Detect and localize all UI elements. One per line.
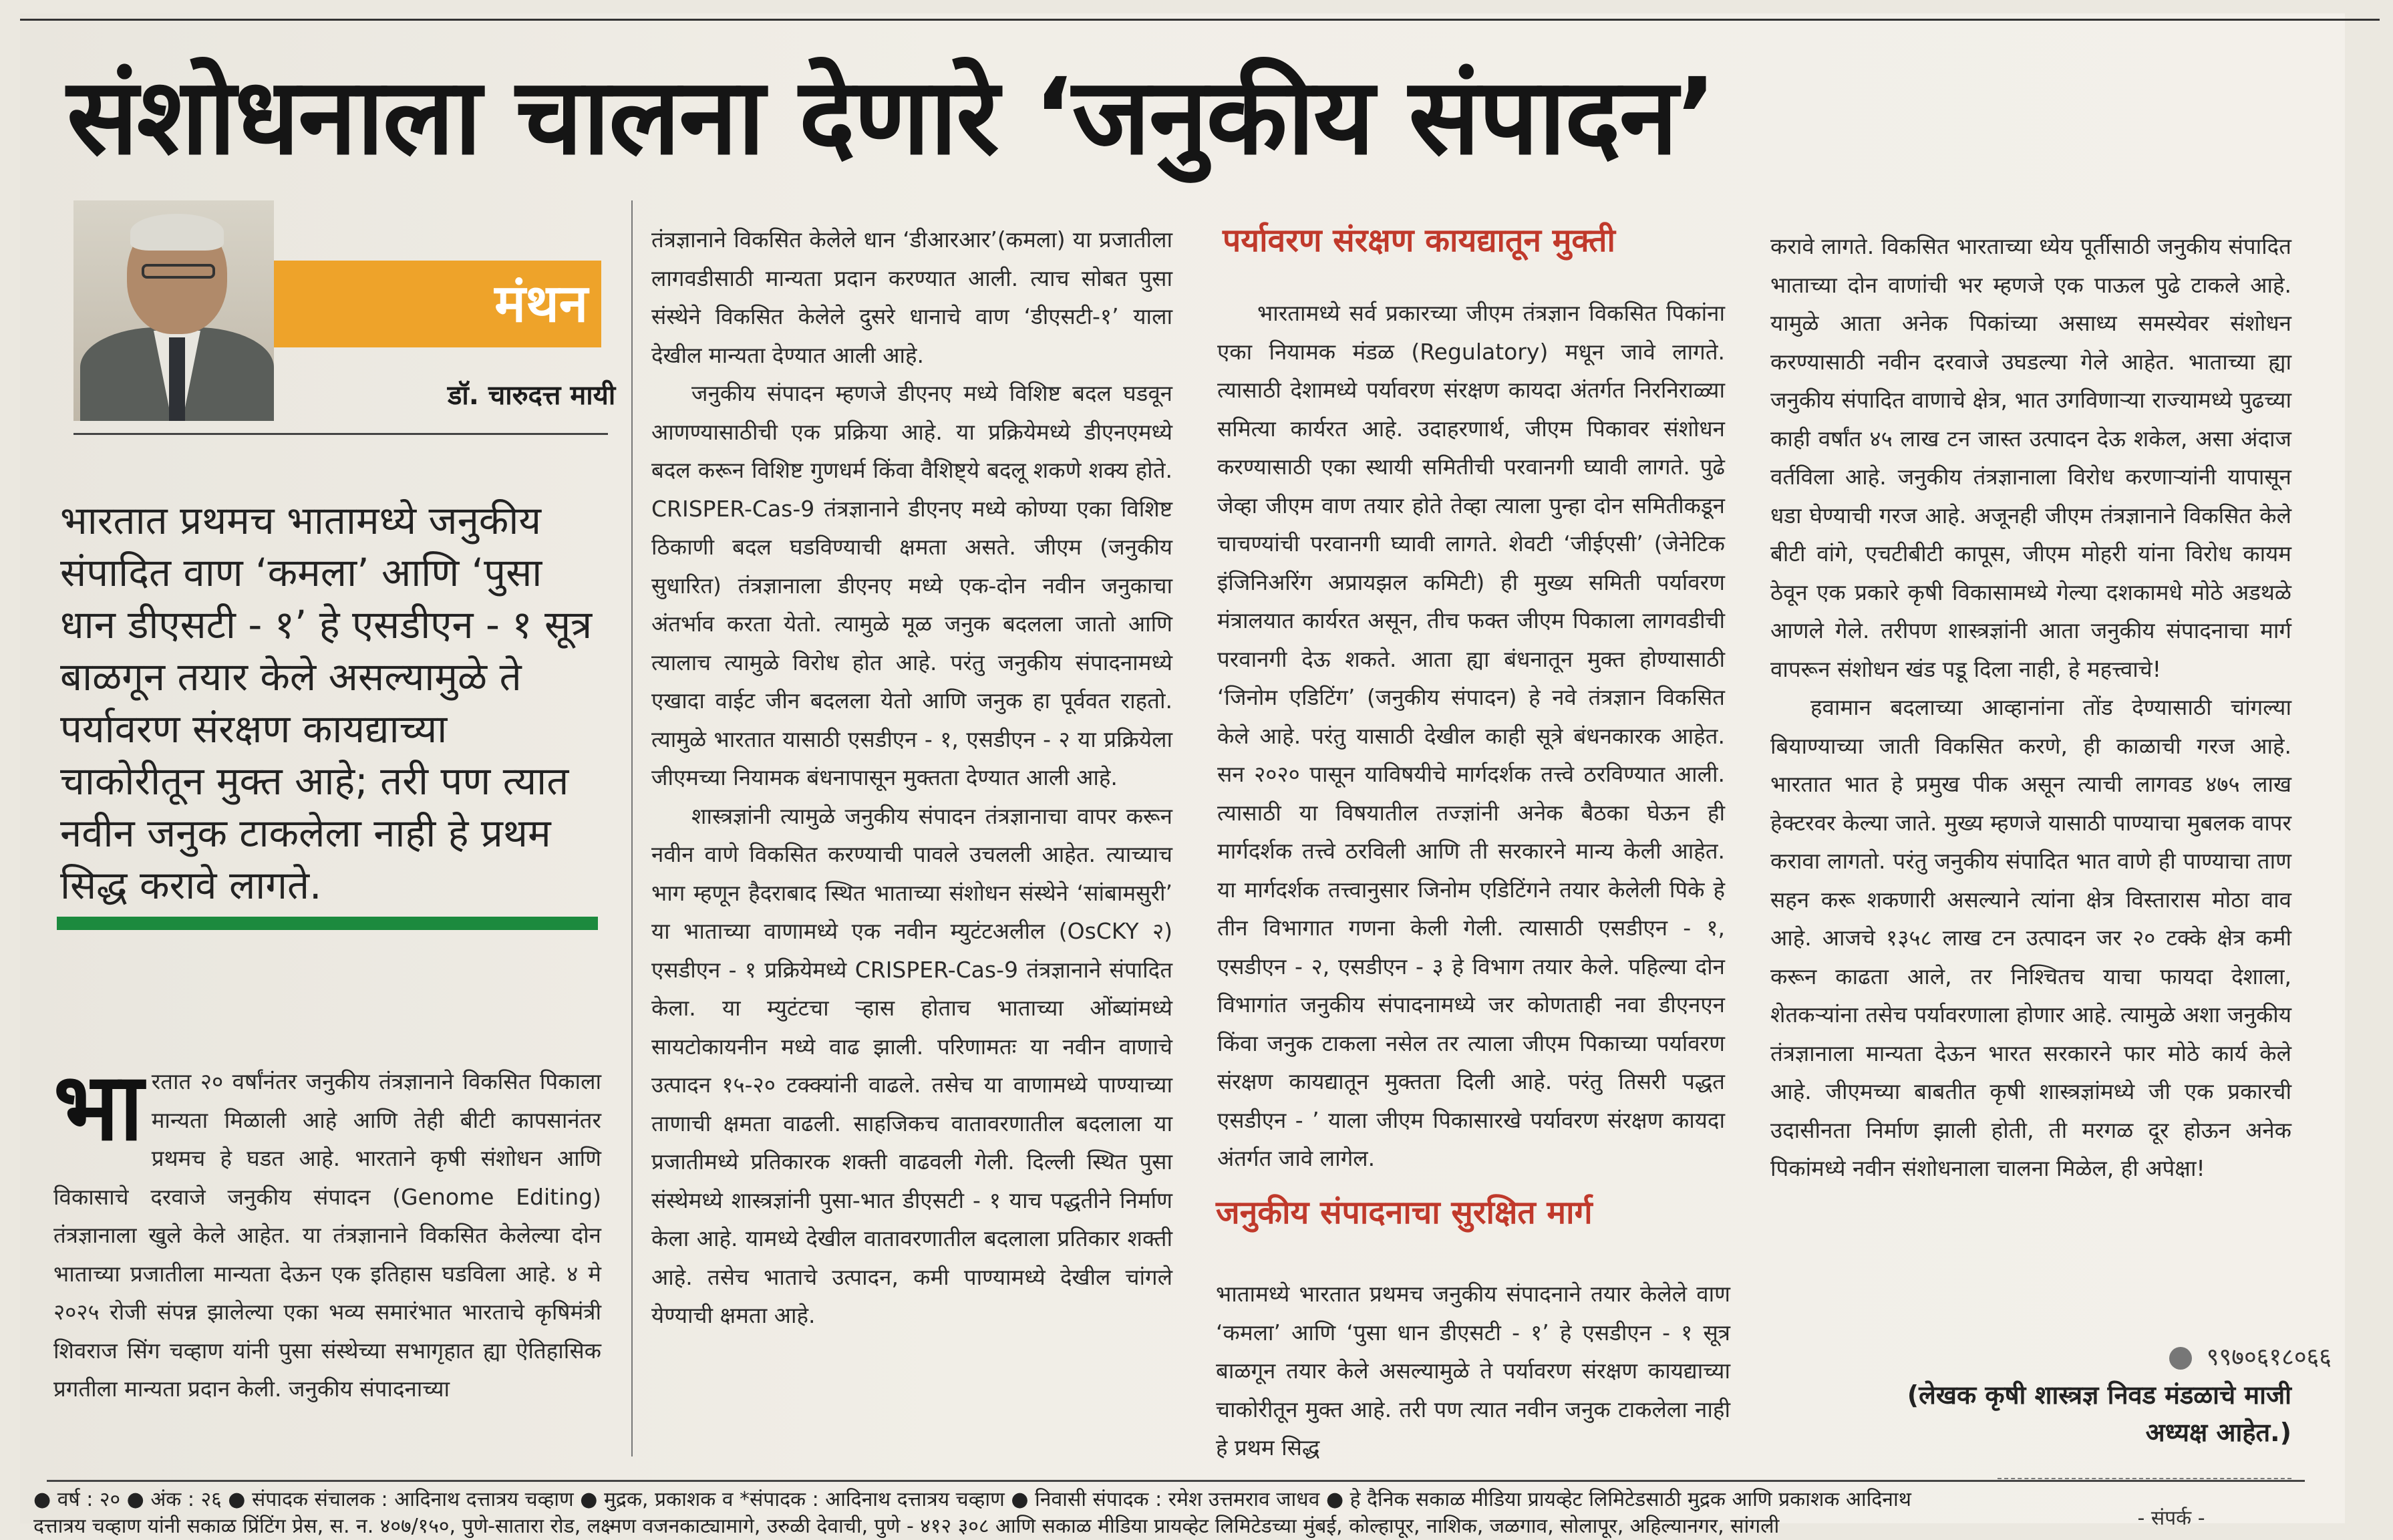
contact-label: - संपर्क - — [2137, 1507, 2205, 1530]
column-divider — [631, 200, 633, 1456]
pull-quote: भारतात प्रथमच भातामध्ये जनुकीय संपादित वाण ‘कमला’ आणि ‘पुसा धान डीएसटी - १’ हे एसडीएन - १ सूत्र बाळगून तयार केले असल्यामुळे ते पर्यावरण संरक्षण कायद्याच्या चाकोरीतून मुक्त आहे; तरी पण त्यात नवीन जनुक टाकलेला नाही हे प्रथम सिद्ध करावे लागते. — [60, 498, 593, 908]
column-2-body — [651, 220, 1172, 1335]
footer-line: ● वर्ष : २० ● अंक : २६ ● संपादक संचालक : आदिनाथ दत्तात्रय चव्हाण ● मुद्रक, प्रकाशक व *संपादक : आदिनाथ दत्तात्रय चव्हाण ● निवासी संपादक : रमेश उत्तमराव जाधव ● हे दैनिक सकाळ मीडिया प्रायव्हेट लिमिटेडसाठी मुद्रक आणि प्रकाशक आदिनाथ — [33, 1488, 1911, 1511]
paragraph: शास्त्रज्ञांनी त्यामुळे जनुकीय संपादन तंत्रज्ञानाचा वापर करून नवीन वाणे विकसित करण्याची पावले उचलली आहेत. त्याच्याच भाग म्हणून हैदराबाद स्थित भाताच्या संशोधन संस्थेने ‘सांबामसुरी’ या भाताच्या वाणामध्ये एक नवीन म्युटंटअलील (OsCKY २) एसडीएन - १ प्रक्रियेमध्ये CRISPER-Cas-9 तंत्रज्ञानाने संपादित केला. या म्युटंटचा ऱ्हास होताच भाताच्या ओंब्यांमध्ये सायटोकायनीन मध्ये वाढ झाली. परिणामतः या नवीन वाणाचे उत्पादन १५-२० टक्क्यांनी वाढले. तसेच या वाणामध्ये पाण्याच्या ताणाची क्षमता वाढली. साहजिकच वातावरणातील बदलाला या प्रजातीमध्ये प्रतिकारक शक्ती वाढवली गेली. दिल्ली स्थित पुसा संस्थेमध्ये शास्त्रज्ञांनी पुसा-भात डीएसटी - १ याच पद्धतीने निर्माण केला आहे. यामध्ये देखील वातावरणातील बदलाला प्रतिकार शक्ती आहे. तसेच भाताचे उत्पादन, कमी पाण्यामध्ये देखील चांगले येण्याची क्षमता आहे. — [651, 802, 1172, 1328]
author-rule — [73, 433, 608, 435]
paragraph: तंत्रज्ञानाने विकसित केलेले धान ‘डीआरआर’(कमला) या प्रजातीला लागवडीसाठी मान्यता प्रदान करण्यात आली. त्याच सोबत पुसा संस्थेने विकसित केलेले दुसरे धानाचे वाण ‘डीएसटी-१’ याला देखील मान्यता देण्यात आली आहे. — [651, 226, 1172, 368]
paragraph: भातामध्ये भारतात प्रथमच जनुकीय संपादनाने तयार केलेले वाण ‘कमला’ आणि ‘पुसा धान डीएसटी - १’ हे एसडीएन - १ सूत्र बाळगून तयार केले असल्यामुळे ते पर्यावरण संरक्षण कायद्याच्या चाकोरीतून मुक्त आहे. तरी पण त्यात नवीन जनुक टाकलेला नाही हे प्रथम सिद्ध — [1216, 1281, 1730, 1460]
subheading-environment: पर्यावरण संरक्षण कायद्यातून मुक्ती — [1223, 222, 1615, 259]
column-3-body-continued — [1216, 1253, 1730, 1489]
author-block — [73, 200, 616, 428]
paragraph: जनुकीय संपादन म्हणजे डीएनए मध्ये विशिष्ट बदल घडवून आणण्यासाठीची एक प्रक्रिया आहे. या प्रक्रियेमध्ये डीएनएमध्ये बदल करून विशिष्ट गुणधर्म किंवा वैशिष्ट्ये बदलू शकणे शक्य होते. CRISPER-Cas-9 तंत्रज्ञानाने डीएनए मध्ये कोण्या एका विशिष्ट ठिकाणी बदल घडविण्याची क्षमता असते. जीएम (जनुकीय सुधारित) तंत्रज्ञानाला डीएनए मध्ये एक-दोन नवीन जनुकाचा अंतर्भाव करता येतो. त्यामुळे मूळ जनुक बदलला जातो आणि त्यालाच त्यामुळे विरोध होत आहे. परंतु जनुकीय संपादनामध्ये एखादा वाईट जीन बदलला येतो आणि जनुक हा पूर्ववत राहतो. त्यामुळे भारतात यासाठी एसडीएन - १, एसडीएन - २ या प्रक्रियेला जीएमच्या नियामक बंधनापासून मुक्तता देण्यात आली आहे. — [651, 380, 1172, 790]
green-divider — [57, 917, 598, 930]
paragraph: करावे लागते. विकसित भारताच्या ध्येय पूर्तीसाठी जनुकीय संपादित भाताच्या दोन वाणांची भर म्हणजे एक पाऊल पुढे टाकले आहे. यामुळे आता अनेक पिकांच्या असाध्य समस्येवर संशोधन करण्यासाठी नवीन दरवाजे उघडल्या गेले आहेत. भाताच्या ह्या जनुकीय संपादित वाणाचे क्षेत्र, भात उगविणाऱ्या राज्यामध्ये पुढच्या काही वर्षांत ४५ लाख टन जास्त उत्पादन देऊ शकेल, असा अंदाज वर्तविला आहे. जनुकीय तंत्रज्ञानाला विरोध करणाऱ्यांनी यापासून धडा घेण्याची गरज आहे. अजूनही जीएम तंत्रज्ञानाने विकसित केले बीटी वांगे, एचटीबीटी कापूस, जीएम मोहरी यांना विरोध कायम ठेवून एक प्रकारे कृषी विकासामध्ये गेल्या दशकामधे मोठे अडथळे आणले गेले. तरीपण शास्त्रज्ञांनी आता जनुकीय संपादनाचा मार्ग वापरून संशोधन खंड पडू दिला नाही, हे महत्त्वाचे! — [1770, 233, 2291, 682]
column-4-body — [1770, 227, 2291, 1188]
drop-cap: भा — [53, 1053, 144, 1162]
column-1-body — [53, 1053, 601, 1408]
subheading-safe-path: जनुकीय संपादनाचा सुरक्षित मार्ग — [1216, 1194, 1593, 1231]
author-name: डॉ. चारुदत्त मायी — [448, 380, 616, 411]
paragraph: हवामान बदलाच्या आव्हानांना तोंड देण्यासाठी चांगल्या बियाण्याच्या जाती विकसित करणे, ही काळाची गरज आहे. भारतात भात हे प्रमुख पीक असून त्याची लागवड ४७५ लाख हेक्टरवर केल्या जाते. मुख्य म्हणजे यासाठी पाण्याचा मुबलक वापर करावा लागतो. परंतु जनुकीय संपादित भात वाणे ही पाण्याचा ताण सहन करू शकणारी असल्याने त्यांना क्षेत्र विस्तारास मोठा वाव आहे. आजचे १३५८ लाख टन उत्पादन जर २० टक्के क्षेत्र कमी करून काढता आले, तर निश्चितच याचा फायदा देशाला, शेतकऱ्यांना तसेच पर्यावरणाला होणार आहे. त्यामुळे अशा जनुकीय तंत्रज्ञानाला मान्यता देऊन भारत सरकारने फार मोठे कार्य केले आहे. जीएमच्या बाबतीत कृषी शास्त्रज्ञांमध्ये जी एक प्रकारची उदासीनता निर्माण झाली होती, ती मरगळ दूर होऊन अनेक पिकांमध्ये नवीन संशोधनाला चालना मिळेल, ही अपेक्षा! — [1770, 694, 2291, 1181]
phone-icon — [2169, 1347, 2192, 1370]
phone-line — [2091, 1340, 2332, 1372]
column-label: मंथन — [494, 274, 588, 334]
phone-number: ९९७०६१८०६६ — [2206, 1344, 2332, 1371]
footer-imprint — [33, 1487, 1951, 1540]
paragraph: भारतामध्ये सर्व प्रकारच्या जीएम तंत्रज्ञान विकसित पिकांना एका नियामक मंडळ (Regulatory) मधून जावे लागते. त्यासाठी देशामध्ये पर्यावरण संरक्षण कायदा अंतर्गत निरनिराळ्या समित्या कार्यरत आहे. उदाहरणार्थ, जीएम पिकावर संशोधन करण्यासाठी एका स्थायी समितीची परवानगी घ्यावी लागते. पुढे जेव्हा जीएम वाण तयार होते तेव्हा त्याला पुन्हा दोन समितीकडून चाचण्यांची परवानगी घ्यावी लागते. शेवटी ‘जीईएसी’ (जेनेटिक इंजिनिअरिंग अप्रायझल कमिटी) ही मुख्य समिती पर्यावरण मंत्रालयात कार्यरत असून, तीच फक्त जीएम पिकाला लागवडीची परवानगी देऊ शकते. आता ह्या बंधनातून मुक्त होण्यासाठी ‘जिनोम एडिटिंग’ (जनुकीय संपादन) हे नवे तंत्रज्ञान विकसित केले आहे. परंतु यासाठी देखील काही सूत्रे बंधनकारक आहेत. सन २०२० पासून याविषयीचे मार्गदर्शक तत्त्वे ठरविण्यात आली. त्यासाठी या विषयातील तज्ज्ञांनी अनेक बैठका घेऊन ही मार्गदर्शक तत्त्वे ठरविली आणि ती सरकारने मान्य केली आहेत. या मार्गदर्शक तत्त्वानुसार जिनोम एडिटिंगने तयार केलेली पिके हे तीन विभागात गणना केली गेली. त्यासाठी एसडीएन - १, एसडीएन - २, एसडीएन - ३ हे विभाग तयार केले. पहिल्या दोन विभागांत जनुकीय संपादनामध्ये जर कोणताही नवा डीएनएन किंवा जनुक टाकला नसेल तर त्याला जीएम पिकाच्या पर्यावरण संरक्षण कायद्यातून मुक्तता दिली आहे. परंतु तिसरी पद्धत एसडीएन - ’ याला जीएम पिकासारखे पर्यावरण संरक्षण कायदा अंतर्गत जावे लागेल. — [1217, 300, 1725, 1171]
column-3-body — [1217, 294, 1725, 1178]
column-1-text: रतात २० वर्षांनंतर जनुकीय तंत्रज्ञानाने विकसित पिकाला मान्यता मिळाली आहे आणि तेही बीटी कापसानंतर प्रथमच हे घडत आहे. भारताने कृषी संशोधन आणि विकासाचे दरवाजे जनुकीय संपादन (Genome Editing) तंत्रज्ञानाला खुले केले आहेत. या तंत्रज्ञानाने विकसित केलेल्या दोन भाताच्या प्रजातीला मान्यता देऊन एक इतिहास घडविला आहे. ४ मे २०२५ रोजी संपन्न झालेल्या एका भव्य समारंभात भारताचे कृषिमंत्री शिवराज सिंग चव्हाण यांनी पुसा संस्थेच्या सभागृहात ह्या ऐतिहासिक प्रगतीला मान्यता प्रदान केली. जनुकीय संपादनाच्या — [53, 1068, 601, 1402]
author-photo — [73, 200, 274, 421]
author-note: (लेखक कृषी शास्त्रज्ञ निवड मंडळाचे माजी अध्यक्ष आहेत.) — [1907, 1380, 2291, 1447]
top-rule — [20, 19, 2380, 21]
footer-line: दत्तात्रय चव्हाण यांनी सकाळ प्रिंटिंग प्रेस, स. न. ४०७/१५०, पुणे-सातारा रोड, लक्ष्मण वजनकाट्यामागे, उरुळी देवाची, पुणे - ४१२ ३०८ आणि सकाळ मीडिया प्रायव्हेट लिमिटेडच्या मुंबई, कोल्हापूर, नाशिक, जळगाव, सोलापूर, अहिल्यानगर, सांगली — [33, 1515, 1780, 1538]
contact-rule — [1998, 1478, 2291, 1486]
article-headline: संशोधनाला चालना देणारे ‘जनुकीय संपादन’ — [67, 55, 1716, 178]
